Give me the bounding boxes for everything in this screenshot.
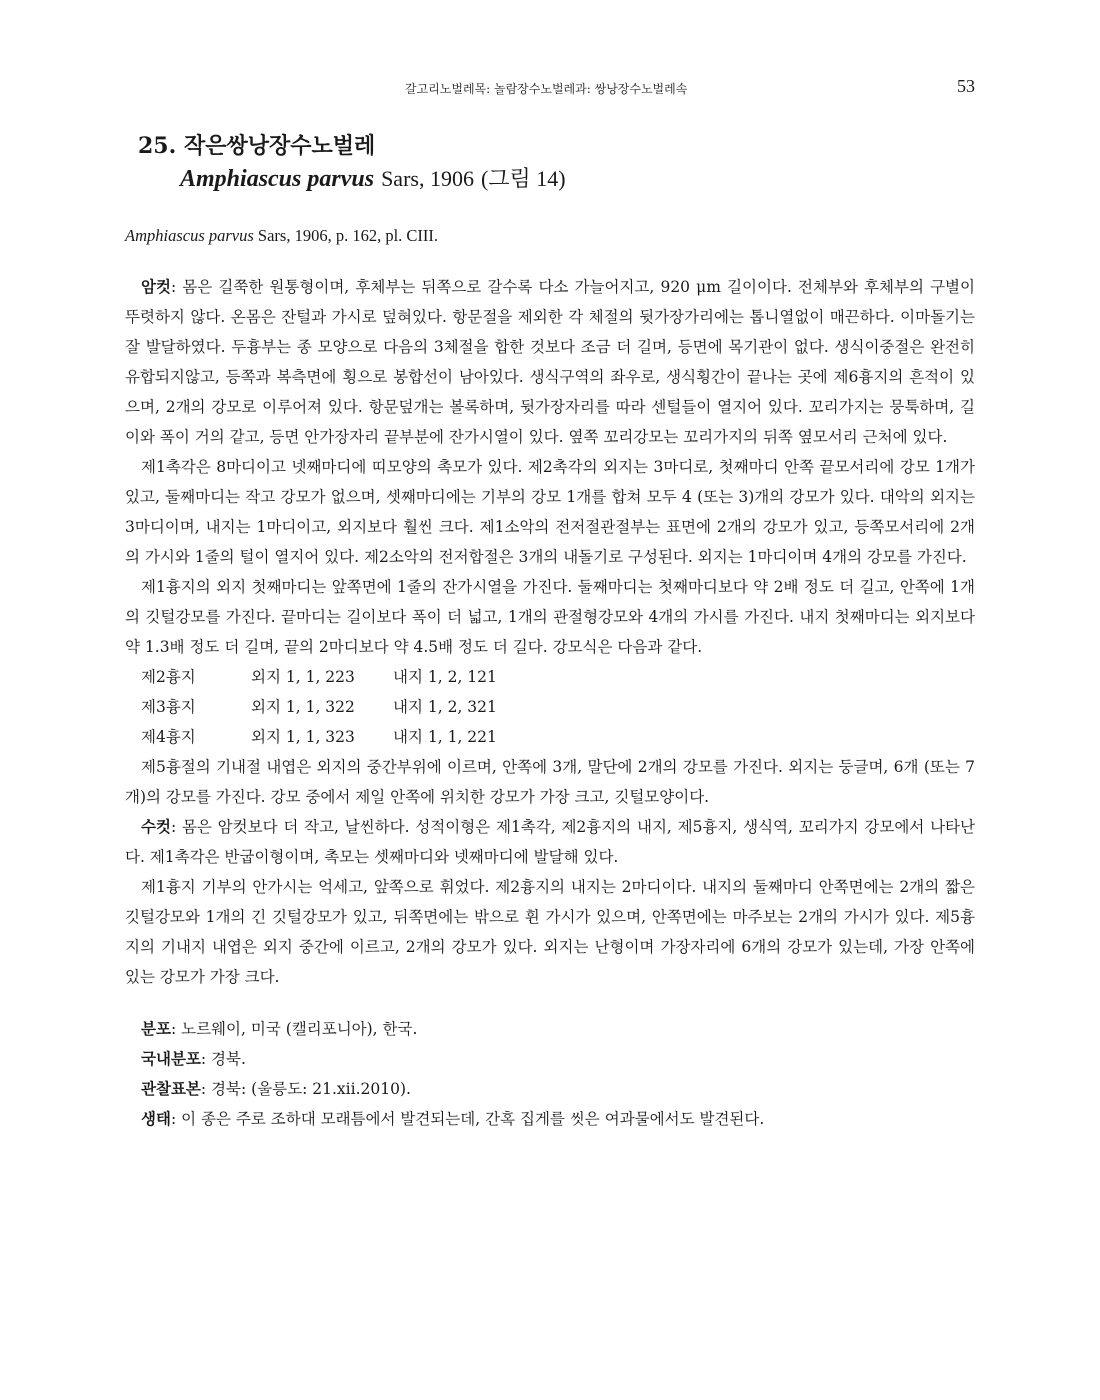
female-description-text: : 몸은 길쭉한 원통형이며, 후체부는 뒤쪽으로 갈수록 다소 가늘어지고, 920 μm 길이이다. 전체부와 후체부의 구별이 뚜렷하지 않다. 온몸은 잔털과 가시로 덮혀있다. 항문절을 제외한 각 체절의 뒷가장가리에는 톱니열없이 매끈하다. 이마돌기는 잘 발달하였다. 두흉부는 종 모양으로 다음의 3체절을 합한 것보다 조금 더 길며, 등면에 목기관이 없다. 생식이중절은 완전히 유합되지않고, 등쪽과 복측면에 횡으로 봉합선이 남아있다. 생식구역의 좌우로, 생식횡간이 끝나는 곳에 제6흉지의 흔적이 있으며, 2개의 강모로 이루어져 있다. 항문덮개는 볼록하며, 뒷가장자리를 따라 센털들이 열지어 있다. 꼬리가지는 뭉툭하며, 길이와 폭이 거의 같고, 등면 안가장자리 끝부분에 잔가시열이 있다. 옆쪽 꼬리강모는 꼬리가지의 뒤쪽 옆모서리 근처에 있다. <box>125 278 975 446</box>
formula-exopod: 외지 1, 1, 323 <box>251 728 355 746</box>
record-label: 국내분포 <box>141 1049 201 1068</box>
citation-name: Amphiascus parvus <box>125 226 254 245</box>
female-p5-paragraph: 제5흉절의 기내절 내엽은 외지의 중간부위에 이르며, 안쪽에 3개, 말단에 2개의 강모를 가진다. 외지는 둥글며, 6개 (또는 7개)의 강모를 가진다. 강모 중에서 제일 안쪽에 위치한 강모가 가장 크고, 깃털모양이다. <box>125 758 975 806</box>
record-text: : 경북. <box>200 1050 246 1068</box>
species-heading <box>138 130 978 197</box>
material-examined-record <box>125 1074 975 1104</box>
synonymy-citation <box>125 222 975 250</box>
record-label: 관찰표본 <box>141 1079 201 1098</box>
formula-leg: 제3흉지 <box>141 698 196 716</box>
species-title <box>138 130 978 162</box>
record-text: : 이 종은 주로 조하대 모래틈에서 발견되는데, 간혹 집게를 씻은 여과물에서도 발견된다. <box>170 1110 765 1128</box>
species-author-year: Sars, 1906 <box>381 166 474 191</box>
male-label: 수컷 <box>141 817 171 836</box>
male-description-text: : 몸은 암컷보다 더 작고, 날씬하다. 성적이형은 제1촉각, 제2흉지의 내지, 제5흉지, 생식역, 꼬리가지 강모에서 나타난다. 제1촉각은 반굽이형이며, 촉모는 셋째마디와 넷째마디에 발달해 있다. <box>125 818 975 866</box>
formula-leg: 제4흉지 <box>141 728 196 746</box>
species-scientific-line <box>138 162 978 197</box>
female-description <box>125 272 975 452</box>
species-scientific-name: Amphiascus parvus <box>180 166 375 192</box>
female-antenna-paragraph: 제1촉각은 8마디이고 넷째마디에 띠모양의 촉모가 있다. 제2촉각의 외지는 3마디로, 첫째마디 안쪽 끝모서리에 강모 1개가 있고, 둘째마디는 작고 강모가 없으며, 셋째마디에는 기부의 강모 1개를 합쳐 모두 4 (또는 3)개의 강모가 있다. 대악의 외지는 3마디이며, 내지는 1마디이고, 외지보다 훨씬 크다. 제1소악의 전저절관절부는 표면에 2개의 강모가 있고, 등쪽모서리에 2개의 가시와 1줄의 털이 열지어 있다. 제2소악의 전저합절은 3개의 내돌기로 구성된다. 외지는 1마디이며 4개의 강모를 가진다. <box>125 458 975 566</box>
formula-exopod: 외지 1, 1, 322 <box>251 698 355 716</box>
setal-formula-row <box>125 662 975 692</box>
domestic-distribution-record <box>125 1044 975 1074</box>
running-header <box>0 78 1100 98</box>
male-description <box>125 812 975 872</box>
formula-endopod: 내지 1, 2, 121 <box>393 668 497 686</box>
page-number: 53 <box>957 76 975 96</box>
female-leg-paragraph: 제1흉지의 외지 첫째마디는 앞쪽면에 1줄의 잔가시열을 가진다. 둘째마디는 첫째마디보다 약 2배 정도 더 길고, 안쪽에 1개의 깃털강모를 가진다. 끝마디는 길이보다 폭이 더 넓고, 1개의 관절형강모와 4개의 가시를 가진다. 내지 첫째마디는 외지보다 약 1.3배 정도 더 길며, 끝의 2마디보다 약 4.5배 정도 더 길다. 강모식은 다음과 같다. <box>125 578 975 656</box>
body-text <box>125 222 975 1134</box>
formula-endopod: 내지 1, 2, 321 <box>393 698 497 716</box>
record-text: : 경북: (울릉도: 21.xii.2010). <box>200 1080 411 1098</box>
record-text: : 노르웨이, 미국 (캘리포니아), 한국. <box>170 1020 418 1038</box>
citation-details: Sars, 1906, p. 162, pl. CIII. <box>257 226 439 245</box>
species-number: 25. <box>138 133 177 159</box>
setal-formula-row <box>125 722 975 752</box>
record-label: 생태 <box>141 1109 171 1128</box>
figure-reference: (그림 14) <box>480 166 566 191</box>
formula-endopod: 내지 1, 1, 221 <box>393 728 497 746</box>
species-korean-name: 작은쌍낭장수노벌레 <box>183 133 376 159</box>
section-spacer <box>125 992 975 1014</box>
formula-exopod: 외지 1, 1, 223 <box>251 668 355 686</box>
running-title: 갈고리노벌레목: 놀람장수노벌레과: 쌍낭장수노벌레속 <box>405 82 688 96</box>
formula-leg: 제2흉지 <box>141 668 196 686</box>
distribution-record <box>125 1014 975 1044</box>
male-leg-paragraph: 제1흉지 기부의 안가시는 억세고, 앞쪽으로 휘었다. 제2흉지의 내지는 2마디이다. 내지의 둘째마디 안쪽면에는 2개의 짧은 깃털강모와 1개의 긴 깃털강모가 있고, 뒤쪽면에는 밖으로 휜 가시가 있으며, 안쪽면에는 마주보는 2개의 가시가 있다. 제5흉지의 기내지 내엽은 외지 중간에 이르고, 2개의 강모가 있다. 외지는 난형이며 가장자리에 6개의 강모가 있는데, 가장 안쪽에 있는 강모가 가장 크다. <box>125 878 975 986</box>
female-label: 암컷 <box>141 277 171 296</box>
ecology-record <box>125 1104 975 1134</box>
setal-formula-row <box>125 692 975 722</box>
record-label: 분포 <box>141 1019 171 1038</box>
